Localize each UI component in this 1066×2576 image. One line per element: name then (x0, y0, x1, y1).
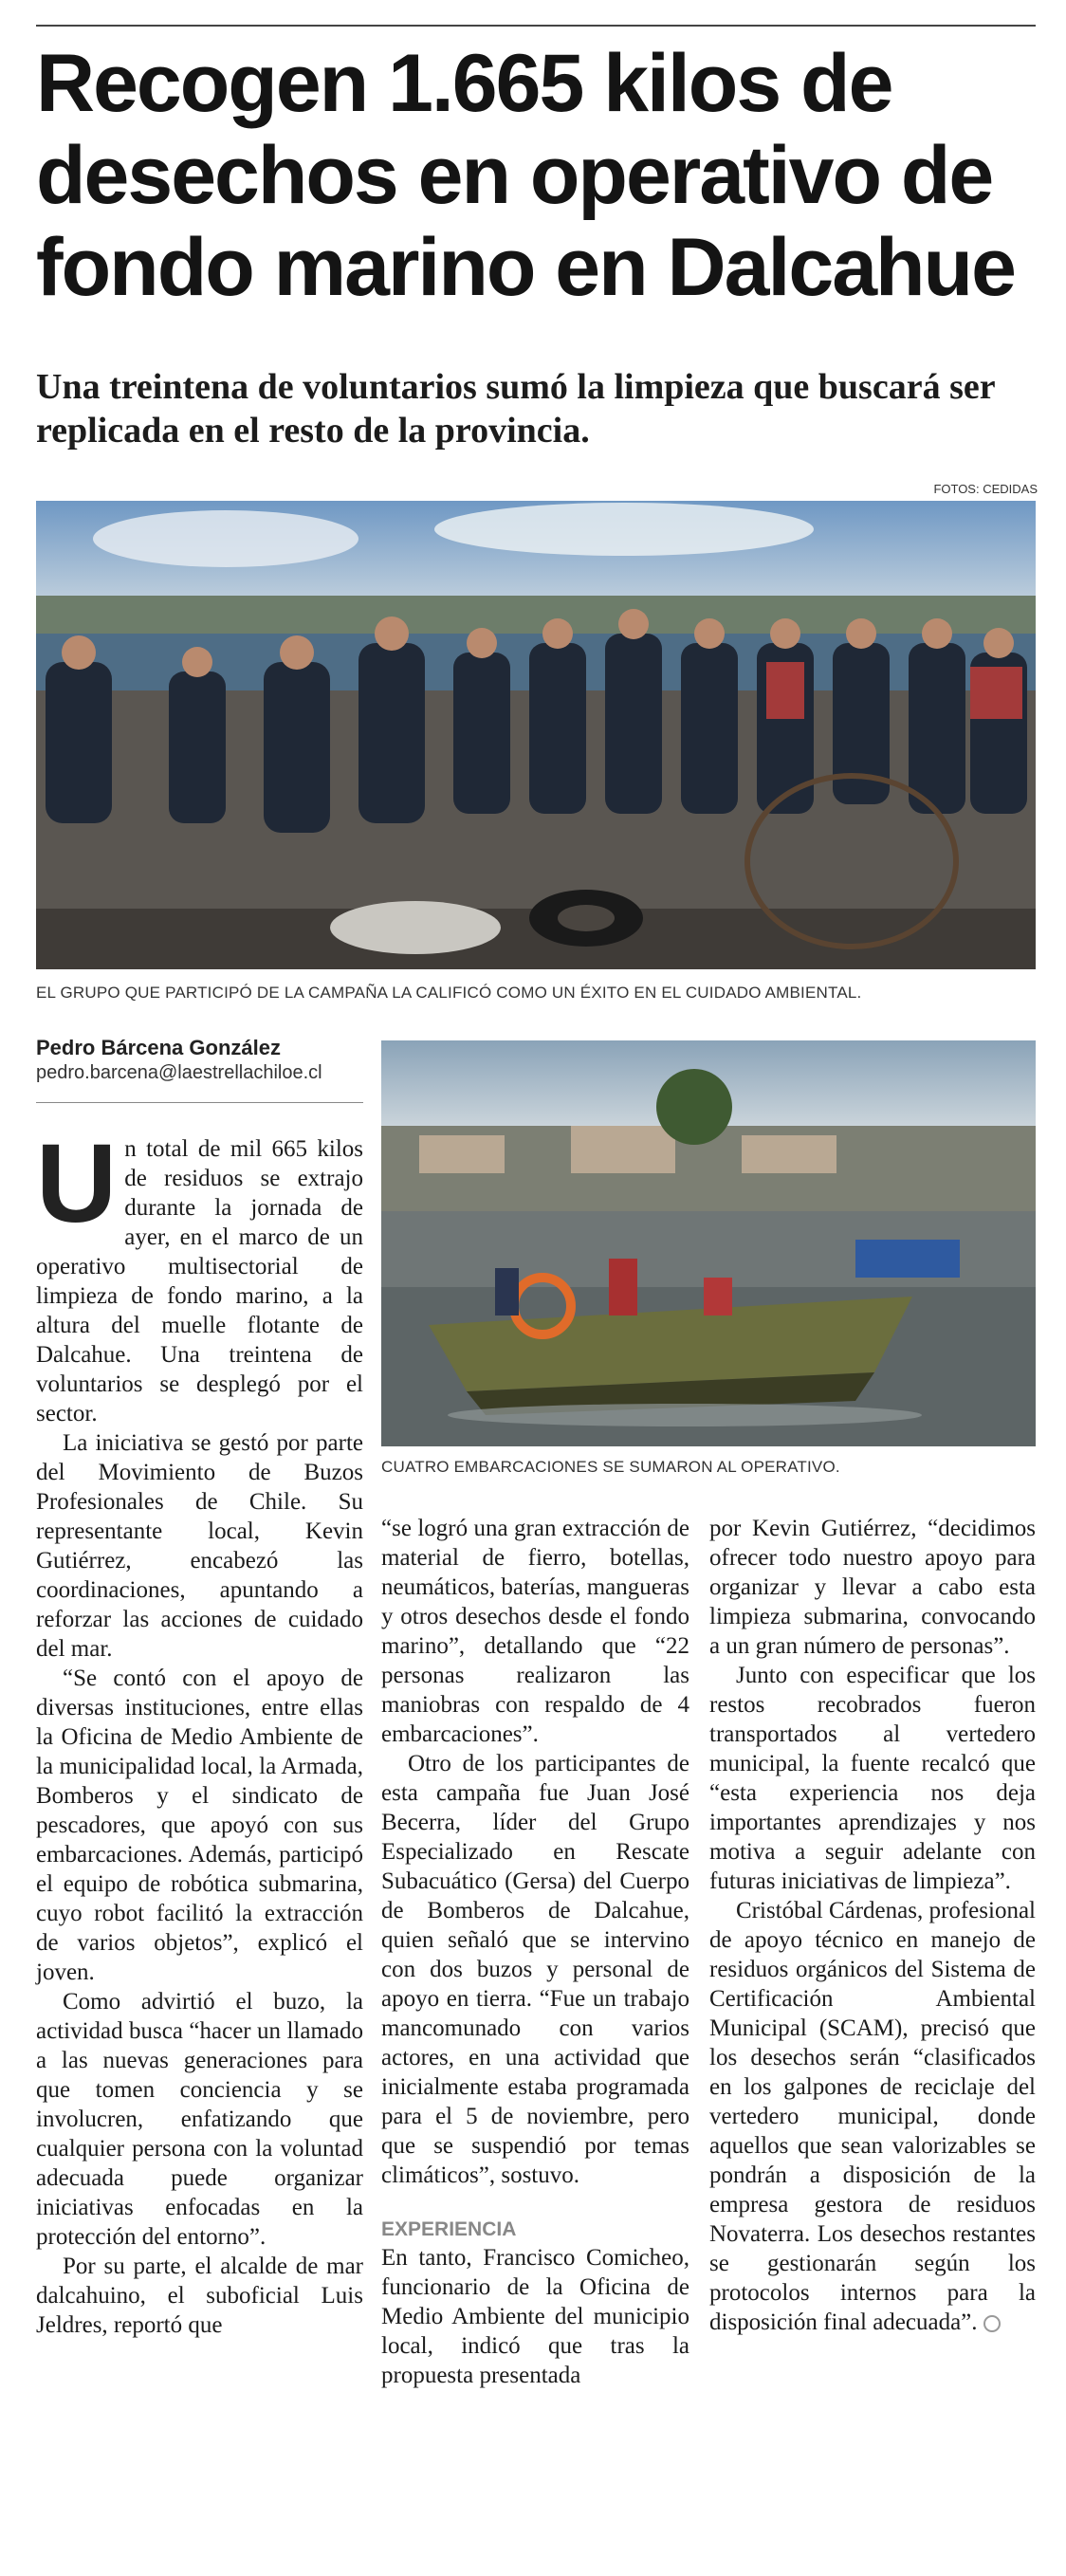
top-rule (36, 25, 1036, 27)
group-photo (36, 501, 1036, 969)
body-paragraph: Por su parte, el alcalde de mar dalcahuino, el suboficial Luis Jeldres, reportó que (36, 2254, 363, 2338)
article-column-3 (709, 1514, 1036, 2337)
photo-credit: FOTOS: CEDIDAS (933, 482, 1038, 496)
body-text: Cristóbal Cárdenas, profesional de apoyo técnico en manejo de residuos orgánicos del Sistema de Certificación Ambiental Municipal (SCAM), precisó que los desechos serán “clasificados en los galpones de reciclaje del vertedero municipal, donde aquellos que sean valorizables se pondrán a disposición de la empresa gestora de residuos Novaterra. Los desechos restantes se gestionarán según los protocolos internos para la disposición final adecuada”. (709, 1898, 1036, 2335)
body-text: n total de mil 665 kilos de residuos se extrajo durante la jornada de ayer, en el marco de un operativo multisectorial de limpieza de fondo marino, a la altura del muelle flotante de Dalcahue. Una treintena de voluntarios se desplegó por el sector. (36, 1136, 363, 1426)
body-paragraph (36, 1121, 363, 1428)
body-paragraph: por Kevin Gutiérrez, “decidimos ofrecer todo nuestro apoyo para organizar y llevar a cabo esta limpieza submarina, convocando a un gran número de personas”. (709, 1516, 1036, 1659)
body-paragraph: Junto con especificar que los restos recobrados fueron transportados al vertedero municipal, la fuente recalcó que “esta experiencia nos deja importantes aprendizajes y nos motiva a seguir adelante con futuras iniciativas de limpieza”. (709, 1663, 1036, 1894)
body-paragraph: En tanto, Francisco Comicheo, funcionario de la Oficina de Medio Ambiente del municipio local, indicó que tras la propuesta presentada (381, 2245, 689, 2388)
body-paragraph: “se logró una gran extracción de material de fierro, botellas, neumáticos, baterías, mangueras y otros desechos desde el fondo marino”, detallando que “22 personas realizaron las maniobras con respaldo de 4 embarcaciones”. (381, 1516, 689, 1747)
body-paragraph: “Se contó con el apoyo de diversas instituciones, entre ellas la Oficina de Medio Ambiente de la municipalidad local, la Armada, Bomberos y el sindicato de pescadores, que apoyó con sus embarcaciones. Además, participó el equipo de robótica submarina, cuyo robot facilitó la extracción de varios objetos”, explicó el joven. (36, 1665, 363, 1985)
author-name: Pedro Bárcena González (36, 1036, 281, 1059)
body-paragraph: Otro de los participantes de esta campaña fue Juan José Becerra, líder del Grupo Especializado en Rescate Subacuático (Gersa) del Cuerpo de Bomberos de Dalcahue, quien señaló que se intervino con dos buzos y personal de apoyo en tierra. “Fue un trabajo mancomunado con varios actores, en una actividad que inicialmente estaba programada para el 5 de noviembre, pero que se suspendió por temas climáticos”, sostuvo. (381, 1751, 689, 2188)
main-photo-caption: EL GRUPO QUE PARTICIPÓ DE LA CAMPAÑA LA CALIFICÓ COMO UN ÉXITO EN EL CUIDADO AMBIENTAL. (36, 984, 862, 1002)
byline-rule (36, 1102, 363, 1103)
body-paragraph: Como advirtió el buzo, la actividad busca “hacer un llamado a las nuevas generaciones para que tomen conciencia y se involucren, enfatizando que cualquier persona con la voluntad adecuada puede organizar iniciativas enfocadas en la protección del entorno”. (36, 1989, 363, 2250)
section-heading: EXPERIENCIA (381, 2218, 517, 2240)
article-column-1 (36, 1121, 363, 2340)
headline: Recogen 1.665 kilos de desechos en operativo de fondo marino en Dalcahue (36, 38, 1015, 313)
body-paragraph: La iniciativa se gestó por parte del Movimiento de Buzos Profesionales de Chile. Su representante local, Kevin Gutiérrez, encabezó las coordinaciones, apuntando a reforzar las acciones de cuidado del mar. (36, 1430, 363, 1662)
author-email: pedro.barcena@laestrellachiloe.cl (36, 1062, 322, 1083)
boat-photo (381, 1040, 1036, 1446)
boat-photo-caption: CUATRO EMBARCACIONES SE SUMARON AL OPERATIVO. (381, 1458, 840, 1476)
subheadline: Una treintena de voluntarios sumó la limpieza que buscará ser replicada en el resto de la provincia. (36, 367, 995, 451)
end-mark-icon (983, 2315, 1001, 2332)
drop-cap: U (36, 1121, 118, 1246)
article-column-2 (381, 1514, 689, 2390)
body-paragraph (709, 1896, 1036, 2337)
